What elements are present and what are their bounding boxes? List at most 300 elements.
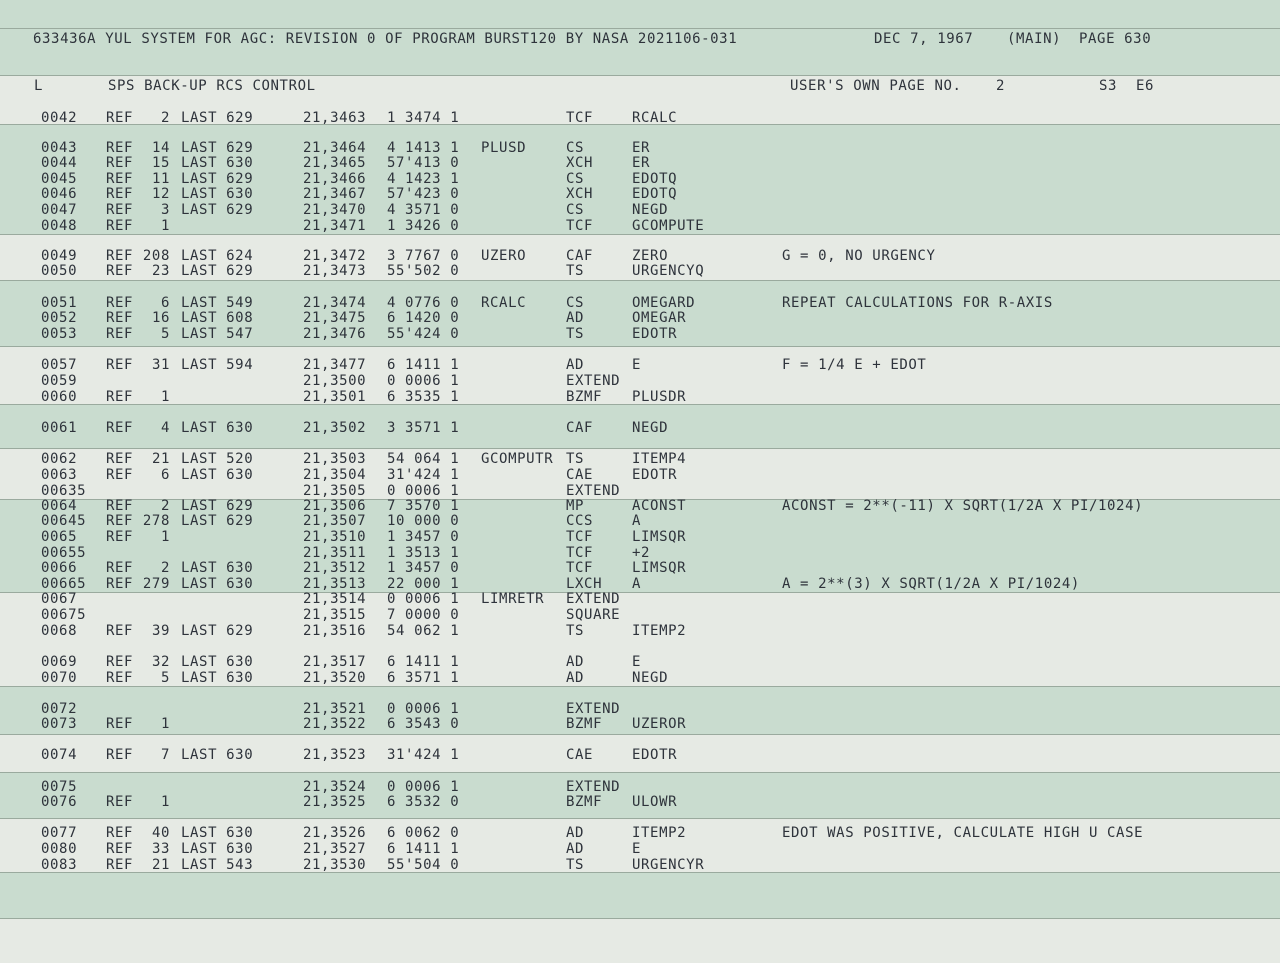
listing-refnum: 3 — [160, 202, 170, 218]
listing-addr: 21,3506 — [303, 498, 367, 514]
listing-word: 55'502 0 — [387, 263, 460, 279]
listing-op: EXTEND — [566, 591, 621, 607]
listing-last: LAST 630 — [181, 560, 254, 576]
listing-row — [0, 825, 1280, 841]
listing-word: 6 3543 0 — [387, 716, 460, 732]
listing-last: LAST 630 — [181, 186, 254, 202]
listing-ref: REF — [106, 248, 134, 264]
listing-addr: 21,3466 — [303, 171, 367, 187]
listing-seq: 00655 — [41, 545, 87, 561]
listing-word: 6 3571 1 — [387, 670, 460, 686]
listing-word: 6 1420 0 — [387, 310, 460, 326]
listing-op: EXTEND — [566, 701, 621, 717]
listing-row — [0, 467, 1280, 483]
listing-operand: A — [632, 513, 642, 529]
listing-word: 7 0000 0 — [387, 607, 460, 623]
listing-word: 0 0006 1 — [387, 483, 460, 499]
listing-op: MP — [566, 498, 585, 514]
listing-word: 6 1411 1 — [387, 357, 460, 373]
listing-addr: 21,3474 — [303, 295, 367, 311]
listing-refnum: 208 — [142, 248, 170, 264]
listing-seq: 0051 — [41, 295, 78, 311]
listing-row — [0, 560, 1280, 576]
header-program-line: 633436A YUL SYSTEM FOR AGC: REVISION 0 OF PROGRAM BURST120 BY NASA 2021106-031 — [33, 31, 738, 47]
listing-seq: 0068 — [41, 623, 78, 639]
listing-last: LAST 594 — [181, 357, 254, 373]
listing-op: TCF — [566, 529, 594, 545]
listing-op: BZMF — [566, 389, 603, 405]
listing-refnum: 1 — [160, 529, 170, 545]
listing-refnum: 33 — [151, 841, 170, 857]
listing-addr: 21,3522 — [303, 716, 367, 732]
listing-seq: 0074 — [41, 747, 78, 763]
listing-op: LXCH — [566, 576, 603, 592]
listing-operand: EDOTR — [632, 467, 678, 483]
listing-row — [0, 857, 1280, 873]
listing-refnum: 14 — [151, 140, 170, 156]
listing-ref: REF — [106, 295, 134, 311]
listing-operand: NEGD — [632, 420, 669, 436]
listing-row — [0, 483, 1280, 499]
listing-seq: 0050 — [41, 263, 78, 279]
listing-row — [0, 513, 1280, 529]
listing-addr: 21,3472 — [303, 248, 367, 264]
listing-row — [0, 701, 1280, 717]
listing-word: 22 000 1 — [387, 576, 460, 592]
listing-operand: LIMSQR — [632, 560, 687, 576]
listing-row — [0, 841, 1280, 857]
listing-seq: 0044 — [41, 155, 78, 171]
listing-row — [0, 451, 1280, 467]
listing-row — [0, 186, 1280, 202]
subheader-title: SPS BACK-UP RCS CONTROL — [108, 78, 316, 94]
listing-op: CS — [566, 171, 585, 187]
listing-seq: 00645 — [41, 513, 87, 529]
listing-refnum: 1 — [160, 794, 170, 810]
listing-operand: ULOWR — [632, 794, 678, 810]
listing-addr: 21,3526 — [303, 825, 367, 841]
listing-operand: E — [632, 841, 642, 857]
listing-ref: REF — [106, 576, 134, 592]
listing-operand: ER — [632, 140, 651, 156]
listing-ref: REF — [106, 857, 134, 873]
listing-word: 4 1423 1 — [387, 171, 460, 187]
listing-last: LAST 629 — [181, 110, 254, 126]
listing-last: LAST 630 — [181, 670, 254, 686]
listing-seq: 0053 — [41, 326, 78, 342]
listing-row — [0, 747, 1280, 763]
listing-last: LAST 543 — [181, 857, 254, 873]
listing-row — [0, 155, 1280, 171]
header-section: (MAIN) — [1007, 31, 1062, 47]
listing-operand: OMEGAR — [632, 310, 687, 326]
listing-operand: ITEMP2 — [632, 825, 687, 841]
listing-row — [0, 326, 1280, 342]
listing-refnum: 15 — [151, 155, 170, 171]
listing-operand: EDOTQ — [632, 186, 678, 202]
listing-addr: 21,3476 — [303, 326, 367, 342]
listing-word: 55'424 0 — [387, 326, 460, 342]
listing-operand: ACONST — [632, 498, 687, 514]
listing-seq: 0043 — [41, 140, 78, 156]
listing-row — [0, 670, 1280, 686]
listing-seq: 0045 — [41, 171, 78, 187]
listing-seq: 0061 — [41, 420, 78, 436]
listing-addr: 21,3473 — [303, 263, 367, 279]
listing-row — [0, 373, 1280, 389]
listing-last: LAST 547 — [181, 326, 254, 342]
listing-op: AD — [566, 841, 585, 857]
listing-refnum: 32 — [151, 654, 170, 670]
listing-row — [0, 171, 1280, 187]
listing-row — [0, 110, 1280, 126]
listing-op: AD — [566, 825, 585, 841]
listing-op: CS — [566, 202, 585, 218]
listing-label: UZERO — [481, 248, 527, 264]
listing-last: LAST 624 — [181, 248, 254, 264]
listing-row — [0, 389, 1280, 405]
listing-op: SQUARE — [566, 607, 621, 623]
listing-seq: 0067 — [41, 591, 78, 607]
listing-addr: 21,3521 — [303, 701, 367, 717]
listing-addr: 21,3463 — [303, 110, 367, 126]
listing-op: EXTEND — [566, 373, 621, 389]
listing-ref: REF — [106, 825, 134, 841]
listing-last: LAST 520 — [181, 451, 254, 467]
listing-last: LAST 629 — [181, 202, 254, 218]
listing-addr: 21,3500 — [303, 373, 367, 389]
listing-last: LAST 629 — [181, 513, 254, 529]
listing-op: XCH — [566, 186, 594, 202]
listing-operand: A — [632, 576, 642, 592]
listing-ref: REF — [106, 560, 134, 576]
listing-ref: REF — [106, 155, 134, 171]
listing-row — [0, 248, 1280, 264]
listing-ref: REF — [106, 357, 134, 373]
listing-row — [0, 591, 1280, 607]
listing-addr: 21,3502 — [303, 420, 367, 436]
listing-addr: 21,3516 — [303, 623, 367, 639]
listing-seq: 0062 — [41, 451, 78, 467]
listing-op: BZMF — [566, 794, 603, 810]
listing-word: 4 0776 0 — [387, 295, 460, 311]
listing-last: LAST 629 — [181, 263, 254, 279]
listing-seq: 0042 — [41, 110, 78, 126]
listing-seq: 0063 — [41, 467, 78, 483]
subheader-code2: E6 — [1136, 78, 1155, 94]
listing-op: AD — [566, 654, 585, 670]
listing-refnum: 1 — [160, 389, 170, 405]
listing-ref: REF — [106, 420, 134, 436]
listing-label: RCALC — [481, 295, 527, 311]
listing-op: BZMF — [566, 716, 603, 732]
listing-ref: REF — [106, 171, 134, 187]
listing-ref: REF — [106, 140, 134, 156]
listing-refnum: 21 — [151, 857, 170, 873]
listing-refnum: 2 — [160, 498, 170, 514]
listing-word: 3 3571 1 — [387, 420, 460, 436]
listing-op: AD — [566, 670, 585, 686]
listing-ref: REF — [106, 623, 134, 639]
listing-op: TS — [566, 857, 585, 873]
listing-word: 57'423 0 — [387, 186, 460, 202]
listing-op: TCF — [566, 110, 594, 126]
listing-word: 4 3571 0 — [387, 202, 460, 218]
listing-op: CAF — [566, 248, 594, 264]
listing-seq: 0073 — [41, 716, 78, 732]
listing-word: 1 3457 0 — [387, 529, 460, 545]
listing-seq: 0066 — [41, 560, 78, 576]
listing-refnum: 5 — [160, 670, 170, 686]
listing-refnum: 11 — [151, 171, 170, 187]
listing-row — [0, 498, 1280, 514]
header-page: PAGE 630 — [1079, 31, 1152, 47]
listing-operand: GCOMPUTE — [632, 218, 705, 234]
listing-word: 6 0062 0 — [387, 825, 460, 841]
listing-ref: REF — [106, 389, 134, 405]
listing-addr: 21,3510 — [303, 529, 367, 545]
listing-addr: 21,3523 — [303, 747, 367, 763]
listing-word: 0 0006 1 — [387, 591, 460, 607]
listing-last: LAST 608 — [181, 310, 254, 326]
listing-operand: EDOTQ — [632, 171, 678, 187]
listing-row — [0, 295, 1280, 311]
listing-refnum: 31 — [151, 357, 170, 373]
listing-ref: REF — [106, 263, 134, 279]
listing-addr: 21,3513 — [303, 576, 367, 592]
listing-last: LAST 629 — [181, 498, 254, 514]
listing-last: LAST 630 — [181, 155, 254, 171]
listing-last: LAST 630 — [181, 825, 254, 841]
listing-addr: 21,3524 — [303, 779, 367, 795]
listing-row — [0, 218, 1280, 234]
listing-seq: 0070 — [41, 670, 78, 686]
listing-refnum: 23 — [151, 263, 170, 279]
listing-seq: 0057 — [41, 357, 78, 373]
listing-refnum: 1 — [160, 218, 170, 234]
listing-seq: 0077 — [41, 825, 78, 841]
listing-word: 6 3532 0 — [387, 794, 460, 810]
listing-row — [0, 716, 1280, 732]
listing-refnum: 278 — [142, 513, 170, 529]
listing-word: 0 0006 1 — [387, 701, 460, 717]
listing-last: LAST 629 — [181, 623, 254, 639]
listing-operand: UZEROR — [632, 716, 687, 732]
listing-refnum: 1 — [160, 716, 170, 732]
listing-operand: ITEMP2 — [632, 623, 687, 639]
listing-comment: EDOT WAS POSITIVE, CALCULATE HIGH U CASE — [782, 825, 1144, 841]
listing-ref: REF — [106, 467, 134, 483]
listing-refnum: 279 — [142, 576, 170, 592]
listing-row — [0, 623, 1280, 639]
listing-addr: 21,3527 — [303, 841, 367, 857]
listing-addr: 21,3515 — [303, 607, 367, 623]
listing-refnum: 39 — [151, 623, 170, 639]
listing-refnum: 6 — [160, 295, 170, 311]
listing-word: 57'413 0 — [387, 155, 460, 171]
listing-word: 4 1413 1 — [387, 140, 460, 156]
listing-last: LAST 549 — [181, 295, 254, 311]
listing-refnum: 2 — [160, 110, 170, 126]
listing-ref: REF — [106, 310, 134, 326]
listing-comment: G = 0, NO URGENCY — [782, 248, 936, 264]
listing-operand: OMEGARD — [632, 295, 696, 311]
listing-word: 31'424 1 — [387, 467, 460, 483]
listing-op: CCS — [566, 513, 594, 529]
listing-op: XCH — [566, 155, 594, 171]
listing-op: EXTEND — [566, 779, 621, 795]
listing-operand: PLUSDR — [632, 389, 687, 405]
listing-operand: E — [632, 357, 642, 373]
listing-seq: 00665 — [41, 576, 87, 592]
listing-ref: REF — [106, 670, 134, 686]
listing-operand: ER — [632, 155, 651, 171]
listing-seq: 0059 — [41, 373, 78, 389]
listing-op: TS — [566, 263, 585, 279]
listing-op: CS — [566, 140, 585, 156]
listing-ref: REF — [106, 841, 134, 857]
listing-ref: REF — [106, 326, 134, 342]
listing-word: 54 064 1 — [387, 451, 460, 467]
listing-seq: 0048 — [41, 218, 78, 234]
listing-ref: REF — [106, 451, 134, 467]
listing-seq: 0060 — [41, 389, 78, 405]
listing-operand: E — [632, 654, 642, 670]
listing-word: 6 3535 1 — [387, 389, 460, 405]
listing-addr: 21,3471 — [303, 218, 367, 234]
listing-op: AD — [566, 357, 585, 373]
listing-label: LIMRETR — [481, 591, 545, 607]
listing-ref: REF — [106, 747, 134, 763]
listing-row — [0, 654, 1280, 670]
listing-refnum: 21 — [151, 451, 170, 467]
listing-refnum: 2 — [160, 560, 170, 576]
listing-word: 1 3513 1 — [387, 545, 460, 561]
listing-last: LAST 630 — [181, 576, 254, 592]
listing-word: 0 0006 1 — [387, 779, 460, 795]
listing-op: CAF — [566, 420, 594, 436]
listing-op: CAE — [566, 747, 594, 763]
listing-row — [0, 310, 1280, 326]
listing-row — [0, 529, 1280, 545]
listing-addr: 21,3470 — [303, 202, 367, 218]
listing-operand: NEGD — [632, 670, 669, 686]
listing-addr: 21,3511 — [303, 545, 367, 561]
listing-operand: ZERO — [632, 248, 669, 264]
listing-ref: REF — [106, 654, 134, 670]
listing-addr: 21,3504 — [303, 467, 367, 483]
listing-row — [0, 263, 1280, 279]
listing-word: 31'424 1 — [387, 747, 460, 763]
listing-addr: 21,3467 — [303, 186, 367, 202]
listing-row — [0, 779, 1280, 795]
listing-seq: 00675 — [41, 607, 87, 623]
listing-addr: 21,3507 — [303, 513, 367, 529]
listing-word: 7 3570 1 — [387, 498, 460, 514]
listing-word: 1 3426 0 — [387, 218, 460, 234]
listing-last: LAST 630 — [181, 467, 254, 483]
listing-operand: URGENCYR — [632, 857, 705, 873]
listing-label: PLUSD — [481, 140, 527, 156]
listing-last: LAST 630 — [181, 654, 254, 670]
listing-refnum: 4 — [160, 420, 170, 436]
listing-op: CAE — [566, 467, 594, 483]
listing-last: LAST 629 — [181, 140, 254, 156]
listing-refnum: 16 — [151, 310, 170, 326]
listing-addr: 21,3517 — [303, 654, 367, 670]
listing-ref: REF — [106, 513, 134, 529]
listing-row — [0, 420, 1280, 436]
listing-word: 54 062 1 — [387, 623, 460, 639]
listing-word: 1 3457 0 — [387, 560, 460, 576]
subheader-users-page: USER'S OWN PAGE NO. — [790, 78, 962, 94]
listing-seq: 0047 — [41, 202, 78, 218]
listing-ref: REF — [106, 110, 134, 126]
listing-row — [0, 202, 1280, 218]
listing-operand: ITEMP4 — [632, 451, 687, 467]
listing-refnum: 7 — [160, 747, 170, 763]
listing-label: GCOMPUTR — [481, 451, 554, 467]
subheader-users-page-no: 2 — [996, 78, 1006, 94]
listing-addr: 21,3530 — [303, 857, 367, 873]
listing-seq: 0064 — [41, 498, 78, 514]
listing-op: TCF — [566, 545, 594, 561]
listing-addr: 21,3465 — [303, 155, 367, 171]
listing-last: LAST 630 — [181, 420, 254, 436]
listing-op: CS — [566, 295, 585, 311]
listing-word: 6 1411 1 — [387, 654, 460, 670]
listing-seq: 0083 — [41, 857, 78, 873]
listing-op: TS — [566, 451, 585, 467]
listing-operand: URGENCYQ — [632, 263, 705, 279]
listing-word: 3 7767 0 — [387, 248, 460, 264]
listing-word: 10 000 0 — [387, 513, 460, 529]
listing-ref: REF — [106, 498, 134, 514]
listing-seq: 0072 — [41, 701, 78, 717]
listing-ref: REF — [106, 202, 134, 218]
listing-addr: 21,3505 — [303, 483, 367, 499]
listing-row — [0, 576, 1280, 592]
listing-last: LAST 630 — [181, 841, 254, 857]
listing-addr: 21,3520 — [303, 670, 367, 686]
listing-comment: F = 1/4 E + EDOT — [782, 357, 927, 373]
listing-refnum: 5 — [160, 326, 170, 342]
listing-ref: REF — [106, 529, 134, 545]
listing-seq: 0069 — [41, 654, 78, 670]
listing-word: 6 1411 1 — [387, 841, 460, 857]
listing-seq: 0076 — [41, 794, 78, 810]
listing-op: EXTEND — [566, 483, 621, 499]
listing-operand: EDOTR — [632, 747, 678, 763]
listing-seq: 0049 — [41, 248, 78, 264]
header-date: DEC 7, 1967 — [874, 31, 974, 47]
listing-ref: REF — [106, 218, 134, 234]
listing-ref: REF — [106, 186, 134, 202]
listing-op: TS — [566, 326, 585, 342]
listing-row — [0, 545, 1280, 561]
listing-seq: 00635 — [41, 483, 87, 499]
listing-last: LAST 630 — [181, 747, 254, 763]
listing-seq: 0052 — [41, 310, 78, 326]
listing-refnum: 40 — [151, 825, 170, 841]
listing-operand: NEGD — [632, 202, 669, 218]
subheader-code1: S3 — [1099, 78, 1118, 94]
listing-addr: 21,3464 — [303, 140, 367, 156]
listing-refnum: 6 — [160, 467, 170, 483]
listing-seq: 0075 — [41, 779, 78, 795]
listing-addr: 21,3514 — [303, 591, 367, 607]
listing-comment: REPEAT CALCULATIONS FOR R-AXIS — [782, 295, 1053, 311]
